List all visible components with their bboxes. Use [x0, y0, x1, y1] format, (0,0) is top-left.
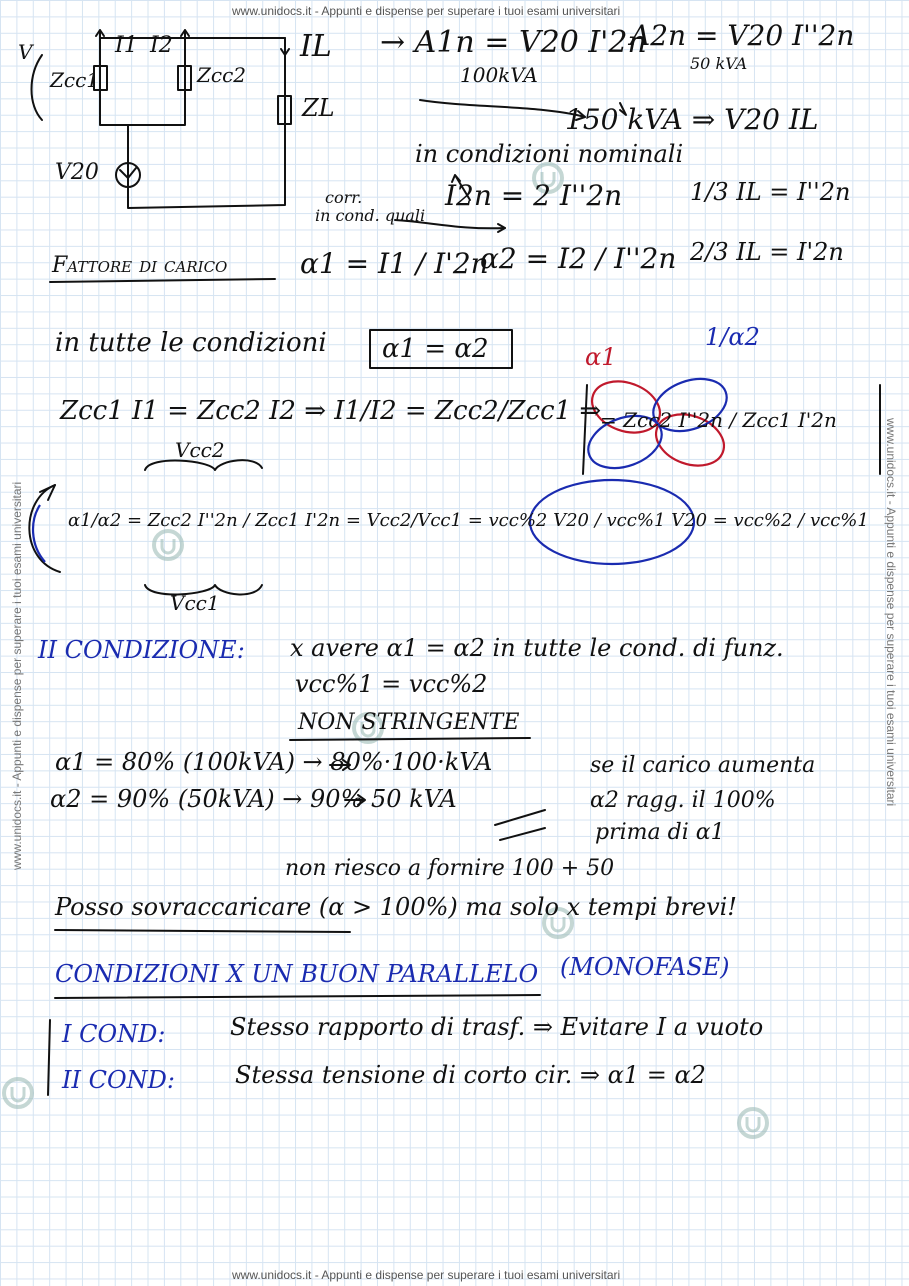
good-parallel-heading: CONDIZIONI X UN BUON PARALLELO [55, 960, 539, 988]
circuit-i2-label: I2 [150, 33, 173, 58]
footer-watermark: www.unidocs.it - Appunti e dispense per superare i tuoi esami universitari [232, 1268, 621, 1282]
circuit-zcc1-label: Zcc1 [50, 68, 100, 92]
alpha2-90-line: α2 = 90% (50kVA) → 90% 50 kVA [50, 785, 457, 813]
sovraccaricare-note: Posso sovraccaricare (α > 100%) ma solo x tempi brevi! [55, 893, 737, 921]
circuit-il-label: IL [300, 29, 332, 64]
third-equation: 1/3 IL = I''2n [690, 178, 851, 206]
condition-ii-text: x avere α1 = α2 in tutte le cond. di funz. [290, 634, 784, 662]
nominal-conditions: in condizioni nominali [415, 140, 684, 168]
alpha2-mark: 1/α2 [705, 323, 760, 351]
condition-ii-heading: II CONDIZIONE: [38, 636, 245, 664]
alpha1-80-line: α1 = 80% (100kVA) → 80%·100·kVA [55, 748, 493, 776]
vcc1-label: Vcc1 [170, 591, 220, 615]
alpha1-definition: α1 = I1 / I'2n [300, 247, 489, 280]
vcc-equality: vcc%1 = vcc%2 [295, 670, 488, 698]
cond1-label: I COND: [62, 1020, 166, 1048]
load-factor-heading: Fattore di carico [52, 253, 228, 278]
header-watermark: www.unidocs.it - Appunti e dispense per superare i tuoi esami universitari [232, 4, 621, 18]
a2n-value: 50 kVA [690, 54, 748, 73]
circuit-zcc2-label: Zcc2 [197, 63, 247, 87]
note-alpha2-100: α2 ragg. il 100% [590, 788, 776, 813]
corr-note: corr. [325, 188, 363, 207]
vcc2-label: Vcc2 [175, 438, 225, 462]
derivation-line1: Zcc1 I1 = Zcc2 I2 ⇒ I1/I2 = Zcc2/Zcc1 ⇒ [60, 396, 602, 426]
alpha2-definition: α2 = I2 / I''2n [480, 242, 677, 275]
circuit-zl-label: ZL [302, 94, 335, 122]
i2n-equation: I2n = 2 I''2n [445, 179, 623, 212]
alpha-ratio-equation: α1/α2 = Zcc2 I''2n / Zcc1 I'2n = Vcc2/Vcc1 = vcc%2 V20 / vcc%1 V20 = vcc%2 / vcc%1 [68, 510, 869, 531]
non-riesco-fornire: non riesco a fornire 100 + 50 [285, 856, 615, 881]
alpha-equality-boxed: α1 = α2 [382, 334, 489, 364]
cond2-label: II COND: [62, 1066, 175, 1094]
a2n-formula: A2n = V20 I''2n [630, 19, 855, 52]
in-cond-note: in cond. quali [315, 206, 426, 225]
circuit-i1-label: I1 [115, 33, 138, 58]
good-parallel-subtype: (MONOFASE) [560, 953, 730, 981]
note-carico-aumenta: se il carico aumenta [590, 753, 816, 778]
non-stringente: NON STRINGENTE [298, 710, 520, 735]
side-watermark-left: www.unidocs.it - Appunti e dispense per superare i tuoi esami universitari [10, 481, 24, 870]
cond2-text: Stessa tensione di corto cir. ⇒ α1 = α2 [235, 1061, 706, 1089]
a1n-formula: → A1n = V20 I'2n [380, 25, 647, 60]
two-thirds-equation: 2/3 IL = I'2n [690, 238, 844, 266]
total-power: 150 kVA ⇒ V20 IL [565, 103, 819, 136]
cond1-text: Stesso rapporto di trasf. ⇒ Evitare I a vuoto [230, 1013, 764, 1041]
all-conditions-text: in tutte le condizioni [55, 328, 327, 358]
alpha1-mark: α1 [585, 343, 617, 371]
derivation-fraction-rhs: = Zcc2 I''2n / Zcc1 I'2n [600, 408, 837, 432]
note-prima-alpha1: prima di α1 [595, 820, 725, 845]
side-watermark-right: www.unidocs.it - Appunti e dispense per superare i tuoi esami universitari [884, 418, 898, 807]
circuit-v20-label: V20 [55, 160, 99, 185]
circuit-v-label: V [18, 40, 33, 64]
a1n-value: 100kVA [460, 63, 538, 87]
